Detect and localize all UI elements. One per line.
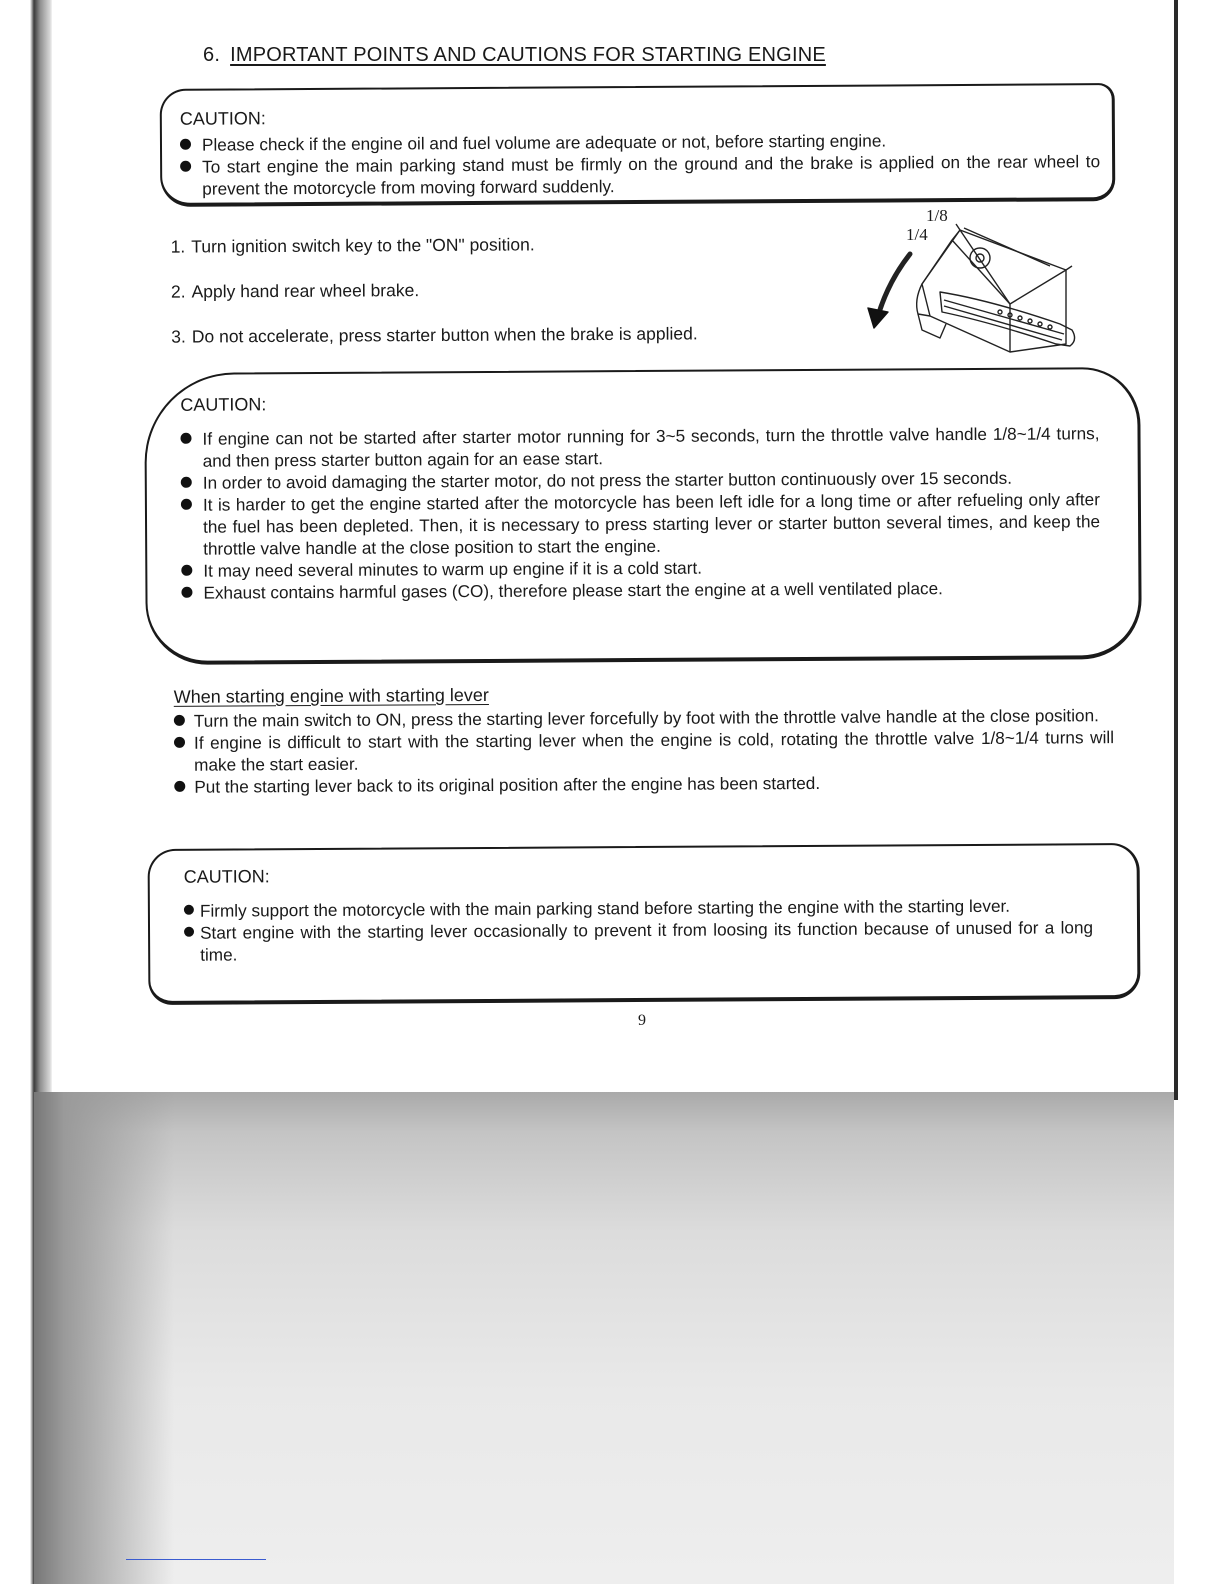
bullet-icon <box>181 477 192 488</box>
caution-item <box>181 576 1100 604</box>
caution-list <box>180 422 1100 604</box>
starting-lever-section <box>174 681 1115 798</box>
step-item <box>171 232 698 257</box>
caution-item <box>181 488 1100 560</box>
step-number: 2. <box>170 281 186 302</box>
figure-label-1-8: 1/8 <box>926 206 948 225</box>
bullet-icon <box>174 781 185 792</box>
caution-item-text: It is harder to get the engine started after the motorcycle has been left idle for a long time or after refueling only after the fuel has been depleted. Then, it is necessary to press starting lever or starter button several times, and keep the throttle valve handle at the close position to start the engine. <box>202 489 1101 559</box>
bullet-icon <box>184 927 194 937</box>
bullet-icon <box>181 499 192 510</box>
stray-line <box>126 1559 266 1560</box>
bullet-icon <box>180 139 191 150</box>
bullet-icon <box>181 587 192 598</box>
starting-lever-list <box>174 704 1115 798</box>
caution-item-text: Start engine with the starting lever occasionally to prevent it from loosing its function because of unused for a long time. <box>199 917 1094 965</box>
section-title-text: IMPORTANT POINTS AND CAUTIONS FOR STARTING ENGINE <box>230 44 826 66</box>
page-number: 9 <box>638 1012 646 1029</box>
caution-item-text: In order to avoid damaging the starter motor, do not press the starter button continuously over 15 seconds. <box>202 467 1013 493</box>
caution-title: CAUTION: <box>179 108 266 129</box>
bullet-icon <box>181 565 192 576</box>
lever-item <box>174 770 1114 798</box>
bullet-icon <box>180 433 191 444</box>
caution-item-text: Please check if the engine oil and fuel volume are adequate or not, before starting engine. <box>201 130 887 155</box>
caution-item <box>184 916 1093 966</box>
step-text: Turn ignition switch key to the "ON" position. <box>191 234 535 257</box>
starting-lever-heading: When starting engine with starting lever <box>173 684 489 707</box>
step-number: 1. <box>170 236 186 257</box>
lever-item-text: Turn the main switch to ON, press the starting lever forcefully by foot with the throttle valve handle at the close position. <box>193 705 1099 731</box>
bullet-icon <box>174 737 185 748</box>
caution-list <box>180 128 1100 200</box>
caution-box-1 <box>160 83 1116 207</box>
caution-item-text: To start engine the main parking stand must be firmly on the ground and the brake is applied on the rear wheel to prevent the motorcycle from moving forward suddenly. <box>202 151 1101 199</box>
lever-item <box>174 726 1114 776</box>
step-text: Apply hand rear wheel brake. <box>191 280 420 302</box>
lever-item-text: Put the starting lever back to its original position after the engine has been started. <box>194 772 821 797</box>
section-title <box>203 44 826 67</box>
lever-item-text: If engine is difficult to start with the starting lever when the engine is cold, rotating the throttle valve 1/8~1/4 turns will make the start easier. <box>193 727 1115 775</box>
step-text: Do not accelerate, press starter button when the brake is applied. <box>191 323 698 347</box>
caution-item-text: If engine can not be started after starter motor running for 3~5 seconds, turn the throttle valve handle 1/8~1/4 turns, and then press starter button again for an ease start. <box>202 423 1100 471</box>
bullet-icon <box>180 161 191 172</box>
caution-box-2 <box>144 367 1142 665</box>
caution-item-text: It may need several minutes to warm up engine if it is a cold start. <box>203 557 703 581</box>
caution-item <box>180 422 1099 472</box>
caution-list <box>184 894 1093 966</box>
caution-title: CAUTION: <box>180 394 267 415</box>
caution-item-text: Exhaust contains harmful gases (CO), therefore please start the engine at a well ventilated place. <box>203 578 943 603</box>
caution-box-3 <box>148 843 1141 1005</box>
caution-title: CAUTION: <box>183 866 270 887</box>
step-item <box>171 277 698 302</box>
step-item <box>171 322 698 347</box>
caution-item <box>180 150 1100 200</box>
throttle-handle-illustration <box>860 204 1080 364</box>
bullet-icon <box>174 715 185 726</box>
caution-item-text: Firmly support the motorcycle with the main parking stand before starting the engine with the starting lever. <box>199 895 1011 921</box>
figure-label-1-4: 1/4 <box>906 225 928 244</box>
start-steps <box>171 232 698 370</box>
bullet-icon <box>184 905 194 915</box>
scan-lower-shadow <box>34 1092 1174 1584</box>
section-number: 6. <box>203 44 221 66</box>
step-number: 3. <box>171 326 186 347</box>
